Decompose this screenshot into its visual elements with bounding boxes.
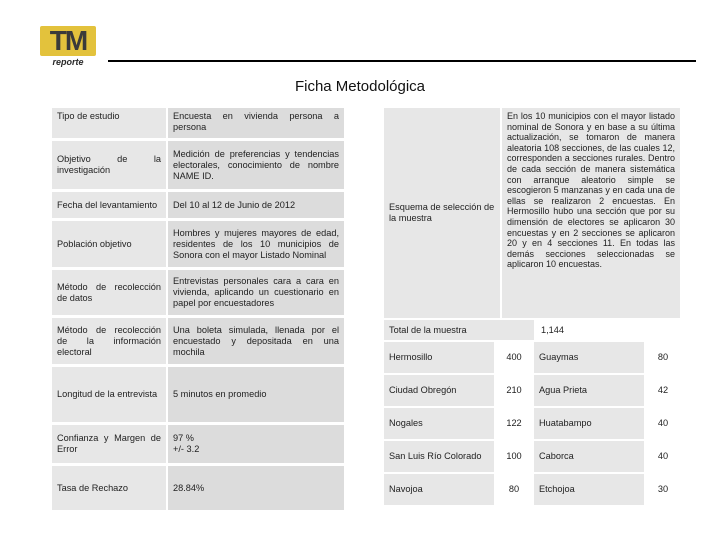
row-label: Método de recolección de datos (52, 270, 166, 315)
row-label: Fecha del levantamiento (52, 192, 166, 218)
row-label: Objetivo de la investigación (52, 141, 166, 189)
page-title: Ficha Metodológica (294, 78, 426, 95)
sample-total-value: 1,144 (541, 324, 564, 335)
row-value: 97 % +/- 3.2 (168, 425, 344, 463)
row-value: Hombres y mujeres mayores de edad, residentes de los 10 municipios de Sonora con el mayor Listado Nominal (168, 221, 344, 267)
row-value: Una boleta simulada, llenada por el encuestado y depositada en una mochila (168, 318, 344, 364)
municipality-count: 42 (657, 385, 669, 395)
sample-scheme-label: Esquema de selección de la muestra (384, 108, 500, 318)
row-label: Tasa de Rechazo (52, 466, 166, 510)
row-value: 28.84% (168, 466, 344, 510)
municipality-name: Ciudad Obregón (384, 375, 494, 406)
municipality-count: 40 (657, 418, 669, 428)
logo (40, 26, 96, 70)
row-label: Población objetivo (52, 221, 166, 267)
sample-total-label: Total de la muestra (384, 320, 534, 340)
municipality-count: 80 (657, 352, 669, 362)
row-value: Encuesta en vivienda persona a persona (168, 108, 344, 138)
municipality-count: 40 (657, 451, 669, 461)
row-value: Del 10 al 12 de Junio de 2012 (168, 192, 344, 218)
logo-subtitle: reporte (52, 57, 84, 67)
row-label: Longitud de la entrevista (52, 367, 166, 422)
header-divider (108, 60, 696, 62)
row-label: Tipo de estudio (52, 108, 166, 138)
municipality-count: 122 (506, 418, 522, 428)
municipality-name: Nogales (384, 408, 494, 439)
municipality-name: Etchojoa (534, 474, 644, 505)
municipality-count: 30 (657, 484, 669, 494)
municipality-count: 400 (506, 352, 522, 362)
row-label: Confianza y Margen de Error (52, 425, 166, 463)
municipality-count: 210 (506, 385, 522, 395)
row-value: Medición de preferencias y tendencias electorales, conocimiento de nombre NAME ID. (168, 141, 344, 189)
row-label: Método de recolección de la información electoral (52, 318, 166, 364)
municipality-count: 80 (508, 484, 520, 494)
municipality-name: Hermosillo (384, 342, 494, 373)
row-value: 5 minutos en promedio (168, 367, 344, 422)
row-value: Entrevistas personales cara a cara en vivienda, aplicando un cuestionario en papel por encuestadores (168, 270, 344, 315)
logo-mark: TM (40, 26, 96, 56)
sample-scheme-text: En los 10 municipios con el mayor listado nominal de Sonora y en base a su última actualización, se tomaron de manera aleatoria 108 secciones, de las cuales 12, corresponden a secciones rurales. Dentro de cada sección de manera sistemática con arranque aleatorio simple se escogieron 5 manzanas y en cada una de ellas se realizaron 2 encuestas. En Hermosillo hubo una sección que por su dimensión de electores se aplicaron 30 encuestas y en 2 secciones se aplicaron 20 y en 4 secciones 11. En todas las demás secciones seleccionadas se aplicaron 10 encuestas. (502, 108, 680, 318)
municipality-name: Caborca (534, 441, 644, 472)
municipality-name: Guaymas (534, 342, 644, 373)
municipality-name: Agua Prieta (534, 375, 644, 406)
municipality-count: 100 (506, 451, 522, 461)
municipality-name: San Luis Río Colorado (384, 441, 494, 472)
municipality-name: Navojoa (384, 474, 494, 505)
municipality-name: Huatabampo (534, 408, 644, 439)
